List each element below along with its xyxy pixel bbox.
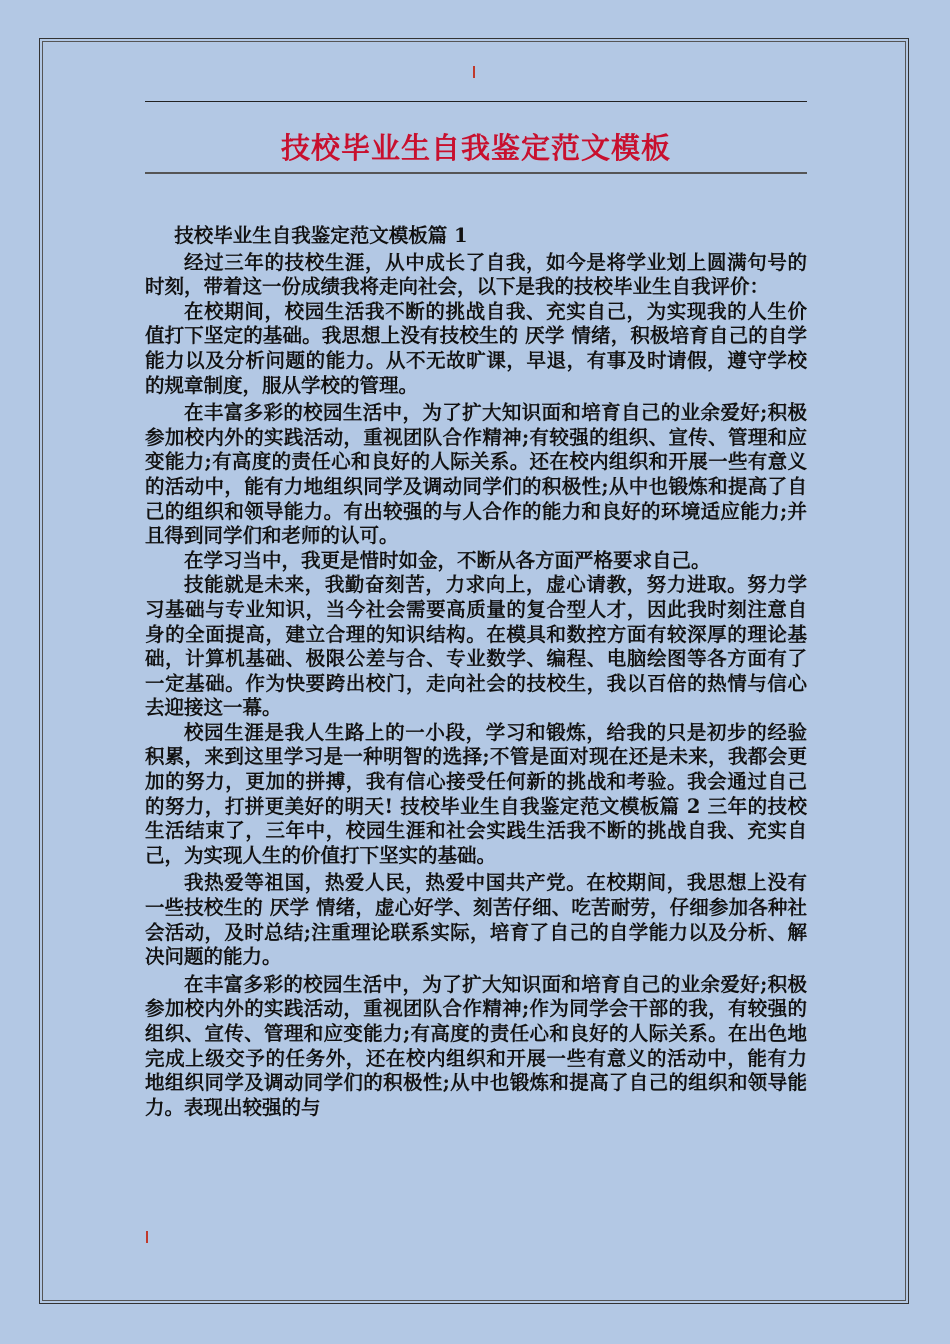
paragraph: 在丰富多彩的校园生活中，为了扩大知识面和培育自己的业余爱好;积极参加校内外的实践活动，重视团队合作精神;有较强的组织、宣传、管理和应变能力;有高度的责任心和良好的人际关系。还在校内组织和开展一些有意义的活动中，能有力地组织同学及调动同学们的积极性;从中也锻炼和提高了自己的组织和领导能力。有出较强的与人合作的能力和良好的环境适应能力;并且得到同学们和老师的认可。 <box>145 401 807 548</box>
paragraph: 经过三年的技校生涯，从中成长了自我，如今是将学业划上圆满句号的时刻，带着这一份成绩我将走向社会，以下是我的技校毕业生自我评价： <box>145 250 807 299</box>
paragraph: 在丰富多彩的校园生活中，为了扩大知识面和培育自己的业余爱好;积极参加校内外的实践活动，重视团队合作精神;作为同学会干部的我，有较强的组织、宣传、管理和应变能力;有高度的责任心和良好的人际关系。在出色地完成上级交予的任务外，还在校内组织和开展一些有意义的活动中，能有力地组织同学及调动同学们的积极性;从中也锻炼和提高了自己的组织和领导能力。表现出较强的与 <box>145 972 807 1119</box>
paragraph: 校园生涯是我人生路上的一小段，学习和锻炼，给我的只是初步的经验积累，来到这里学习是一种明智的选择;不管是面对现在还是未来，我都会更加的努力，更加的拼搏，我有信心接受任何新的挑战和考验。我会通过自己的努力，打拼更美好的明天! 技校毕业生自我鉴定范文模板篇 2 三年的技校生活结束了，三年中，校园生涯和社会实践生活我不断的挑战自我、充实自己，为实现人生的价值打下坚实的基础。 <box>145 720 807 867</box>
header-rule <box>145 101 807 102</box>
section-heading: 技校毕业生自我鉴定范文模板篇 1 <box>174 224 468 247</box>
footer-mark <box>146 1231 148 1243</box>
header-mark <box>473 66 475 78</box>
paragraph: 在学习当中，我更是惜时如金，不断从各方面严格要求自己。 <box>184 548 711 572</box>
document-body <box>145 224 807 1120</box>
title-underline <box>145 172 807 174</box>
paragraph: 我热爱等祖国，热爱人民，热爱中国共产党。在校期间，我思想上没有一些技校生的 厌学 情绪，虚心好学、刻苦仔细、吃苦耐劳，仔细参加各种社会活动，及时总结;注重理论联系实际，培育了自己的自学能力以及分析、解决问题的能力。 <box>145 871 807 969</box>
paragraph: 在校期间，校园生活我不断的挑战自我、充实自己，为实现我的人生价值打下坚定的基础。我思想上没有技校生的 厌学 情绪，积极培育自己的自学能力以及分析问题的能力。从不无故旷课，早退，有事及时请假，遵守学校的规章制度，服从学校的管理。 <box>145 299 808 397</box>
paragraph: 技能就是未来，我勤奋刻苦，力求向上，虚心请教，努力进取。努力学习基础与专业知识，当今社会需要高质量的复合型人才，因此我时刻注意自身的全面提高，建立合理的知识结构。在模具和数控方面有较深厚的理论基础，计算机基础、极限公差与合、专业数学、编程、电脑绘图等各方面有了一定基础。作为快要跨出校门，走向社会的技校生，我以百倍的热情与信心去迎接这一幕。 <box>145 573 807 720</box>
document-title: 技校毕业生自我鉴定范文模板 <box>280 131 671 165</box>
